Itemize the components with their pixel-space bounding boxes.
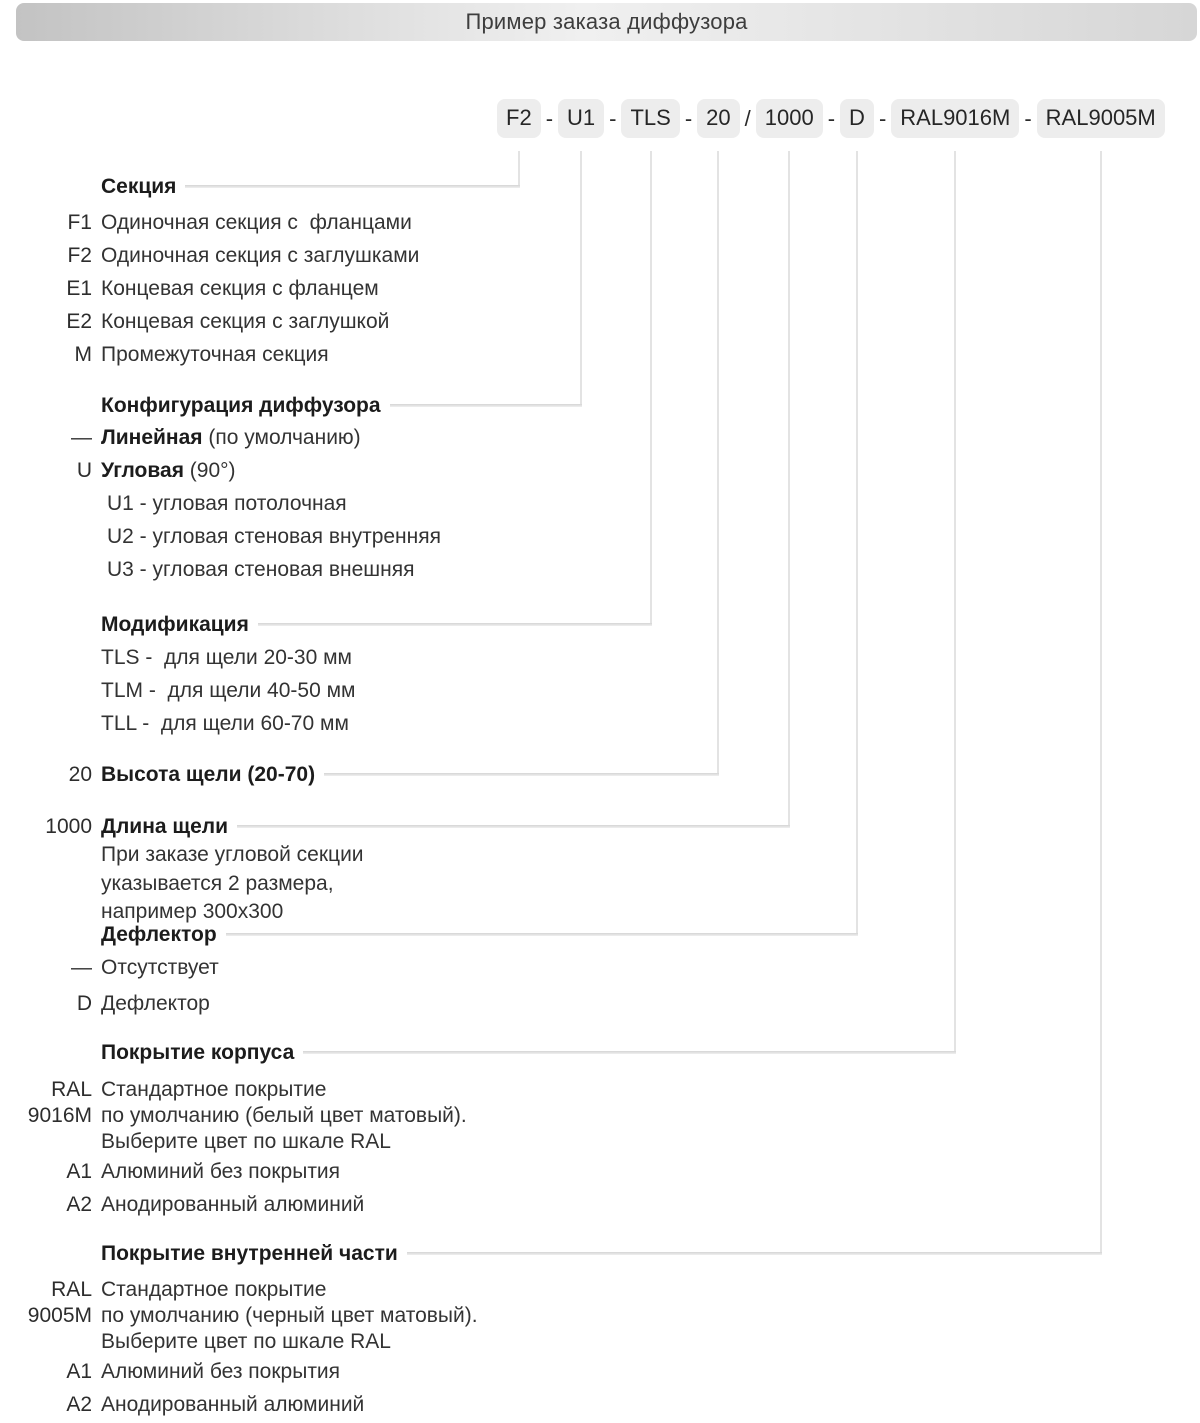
section-heading: Высота щели (20-70) [101,763,316,786]
legend-item [0,950,620,986]
section-configuration [0,393,620,586]
legend-item [0,1188,620,1221]
legend-item [0,1077,620,1155]
item-text: U2 - угловая стеновая внутренняя [107,525,441,548]
item-code: A2 [66,1393,92,1416]
item-code: — [71,956,92,979]
item-text: Алюминий без покрытия [101,1160,341,1183]
item-code: RAL 9016M [27,1078,92,1127]
item-text: Промежуточная секция [101,343,329,366]
legend-item [0,707,620,740]
section-heading-row [0,762,620,788]
item-text: Концевая секция с фланцем [101,277,379,300]
item-code: U [76,459,92,482]
item-text: Концевая секция с заглушкой [101,310,390,333]
item-text: Дефлектор [101,992,210,1015]
item-text: TLS - для щели 20-30 мм [101,646,352,669]
legend-item [0,1277,620,1355]
section-heading-row [0,1040,620,1066]
legend-item [0,641,620,674]
code-part-1000: 1000 [756,99,823,138]
item-code: A1 [66,1360,92,1383]
item-text: U3 - угловая стеновая внешняя [107,558,415,581]
item-text: Анодированный алюминий [101,1393,365,1416]
item-code: E1 [66,277,92,300]
legend-item [0,1355,620,1388]
legend-item [0,487,620,520]
code-separator: - [878,105,887,131]
section-code-label: 1000 [45,815,92,838]
legend-item [0,674,620,707]
legend-item [0,305,620,338]
section-heading: Покрытие корпуса [101,1041,295,1064]
code-part-ral9016m: RAL9016M [891,99,1019,138]
item-text: Угловая (90°) [101,459,236,482]
item-text-line: по умолчанию (черный цвет матовый). [101,1304,478,1327]
item-code: RAL 9005M [27,1278,92,1327]
section-heading: Дефлектор [101,923,217,946]
item-text: U1 - угловая потолочная [107,492,347,515]
section-heading: Покрытие внутренней части [101,1242,398,1265]
item-text: Анодированный алюминий [101,1193,365,1216]
section-slot-length [0,814,620,927]
legend-item [0,272,620,305]
code-part-ral9005m: RAL9005M [1037,99,1165,138]
code-separator: / [744,105,751,131]
section-section [0,174,620,371]
code-separator: - [827,105,836,131]
section-heading-row [0,814,620,840]
item-code: F1 [67,211,92,234]
legend-item [0,1155,620,1188]
item-code: F2 [67,244,92,267]
section-deflector [0,922,620,1022]
legend-item [0,553,620,586]
section-heading-row [0,922,620,948]
section-slot-height [0,762,620,788]
note-line: указывается 2 размера, [101,871,334,895]
code-part-d: D [840,99,874,138]
section-heading-row [0,174,620,200]
item-text: Отсутствует [101,956,219,979]
order-code-row [497,99,1165,138]
item-code: E2 [66,310,92,333]
code-part-20: 20 [697,99,739,138]
legend-item [0,454,620,487]
section-heading-row [0,612,620,638]
code-separator: - [545,105,554,131]
item-code: A1 [66,1160,92,1183]
note-line: например 300x300 [101,900,284,923]
code-separator: - [609,105,617,131]
item-code: — [71,426,92,449]
code-separator: - [1024,105,1032,131]
note-row [0,841,620,870]
item-code: M [74,343,92,366]
section-heading: Длина щели [101,815,229,838]
legend-item [0,206,620,239]
section-heading: Конфигурация диффузора [101,394,381,417]
section-body-coating [0,1040,620,1221]
item-text: TLL - для щели 60-70 мм [101,712,349,735]
item-text-line: по умолчанию (белый цвет матовый). [101,1104,467,1127]
item-text: Алюминий без покрытия [101,1360,341,1383]
legend-item [0,421,620,454]
code-part-f2: F2 [497,99,541,138]
note-line: При заказе угловой секции [101,843,364,866]
page-title: Пример заказа диффузора [465,9,748,34]
item-text [101,1077,467,1155]
item-text-bold: Угловая [101,459,184,482]
section-heading: Секция [101,175,177,198]
section-heading-row [0,393,620,419]
code-part-tls: TLS [621,99,679,138]
legend-item [0,239,620,272]
code-separator: - [684,105,693,131]
item-code: A2 [66,1193,92,1216]
item-text-line: Выберите цвет по шкале RAL [101,1330,391,1353]
section-inner-coating [0,1241,620,1421]
section-code-label: 20 [68,763,92,786]
code-part-u1: U1 [558,99,604,138]
legend-item [0,986,620,1022]
legend-item [0,338,620,371]
item-text: Одиночная секция с фланцами [101,211,412,234]
section-modification [0,612,620,740]
item-text: Линейная (по умолчанию) [101,426,361,449]
item-code: D [76,992,92,1015]
legend-item [0,520,620,553]
item-text: Одиночная секция с заглушками [101,244,420,267]
section-heading-row [0,1241,620,1267]
note-row [0,870,620,899]
item-text-line: Стандартное покрытие [101,1278,327,1301]
legend-item [0,1388,620,1421]
item-text-line: Выберите цвет по шкале RAL [101,1130,391,1153]
item-text-bold: Линейная [101,426,203,449]
item-text: TLM - для щели 40-50 мм [101,679,356,702]
section-heading: Модификация [101,613,249,636]
item-text [101,1277,478,1355]
item-text-line: Стандартное покрытие [101,1078,327,1101]
